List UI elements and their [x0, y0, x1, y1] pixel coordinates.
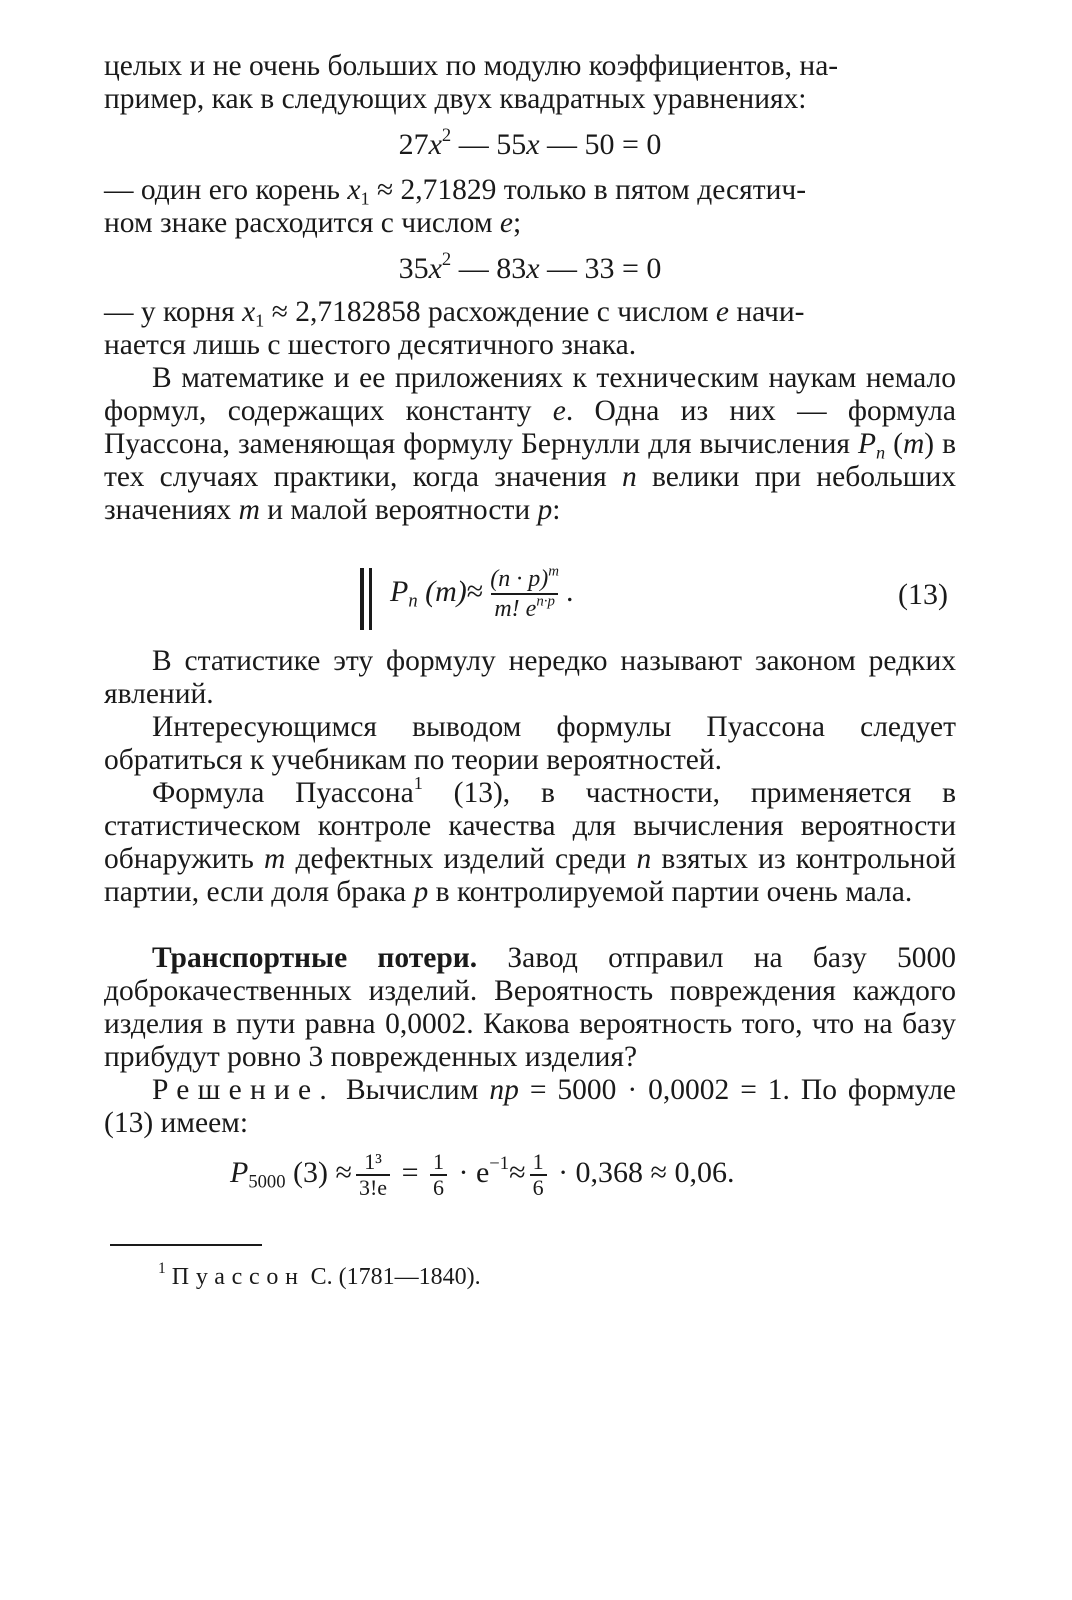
paragraph-transport-problem: Транспортные потери. Завод отправил на базу 5000 доброкачественных изделий. Вероятность повреждения каждого изделия в пути равна 0,0002. Какова вероятность того, что на базу прибудут ровно 3 поврежденных изделия?	[104, 942, 956, 1073]
paragraph-solution: Решение. Вычислим np = 5000 · 0,0002 = 1. По формуле (13) имеем:	[104, 1074, 957, 1139]
paragraph-quality-control: Формула Пуассона$^1$ (13), в частности, применяется в статистическом контроле качества для вычисления вероятности обнаружить m дефектных изделий среди n взятых из контрольной партии, если доля брака p в контролируемой партии очень мала.	[104, 773, 957, 908]
equation-number: (13)	[898, 578, 948, 611]
paragraph-root-1: — один его корень $x_1 \approx 2,71829$ только в пятом десятич- ном знаке расходится с числом e;	[104, 174, 807, 239]
equation-1: $27x^2$ — 55x — 50 = 0	[398, 124, 662, 161]
footnote-divider	[110, 1244, 262, 1246]
paragraph-textbooks: Интересующимся выводом формулы Пуассона следует обратиться к учебникам по теории вероятностей.	[104, 711, 956, 776]
solution-label: Решение.	[152, 1074, 336, 1106]
paragraph-intro: целых и не очень больших по модулю коэффициентов, на- пример, как в следующих двух квадратных уравнениях:	[104, 50, 839, 115]
paragraph-poisson-intro: В математике и ее приложениях к техническим наукам немало формул, содержащих константу e. Одна из них — формула Пуассона, заменяющая формулу Бернулли для вычисления $P_n$ (m) в тех случаях практики, когда значения n велики при небольших значениях m и малой вероятности p:	[104, 362, 956, 526]
paragraph-rare-events: В статистике эту формулу нередко называют законом редких явлений.	[104, 645, 956, 710]
problem-title: Транспортные потери.	[152, 942, 478, 974]
footnote: $^1$ Пуассон С. (1781—1840).	[158, 1260, 481, 1290]
important-formula-marker	[360, 568, 372, 630]
poisson-fraction: $\frac{(n \cdot p)^m}{m! e^{n\cdot p}}$	[490, 563, 559, 622]
equation-2: $35x^2$ — 83x — 33 = 0	[398, 248, 662, 285]
poisson-formula: $P_n$ (m)≈ $\frac{(n \cdot p)^m}{m! e^{n\cdot p}}$ .	[390, 563, 574, 622]
equation-3: $P_{5000}$ (3) ≈ $\frac{\text{1³}}{3!e}$ = $\frac{1}{6}$ · $e^{-1}\approx$ $\frac{1}{6}$ · 0,368 ≈ 0,06.	[230, 1149, 735, 1200]
paragraph-root-2: — у корня $x_1 \approx 2,7182858$ расхождение с числом e начи- нается лишь с шестого десятичного знака.	[104, 296, 805, 361]
